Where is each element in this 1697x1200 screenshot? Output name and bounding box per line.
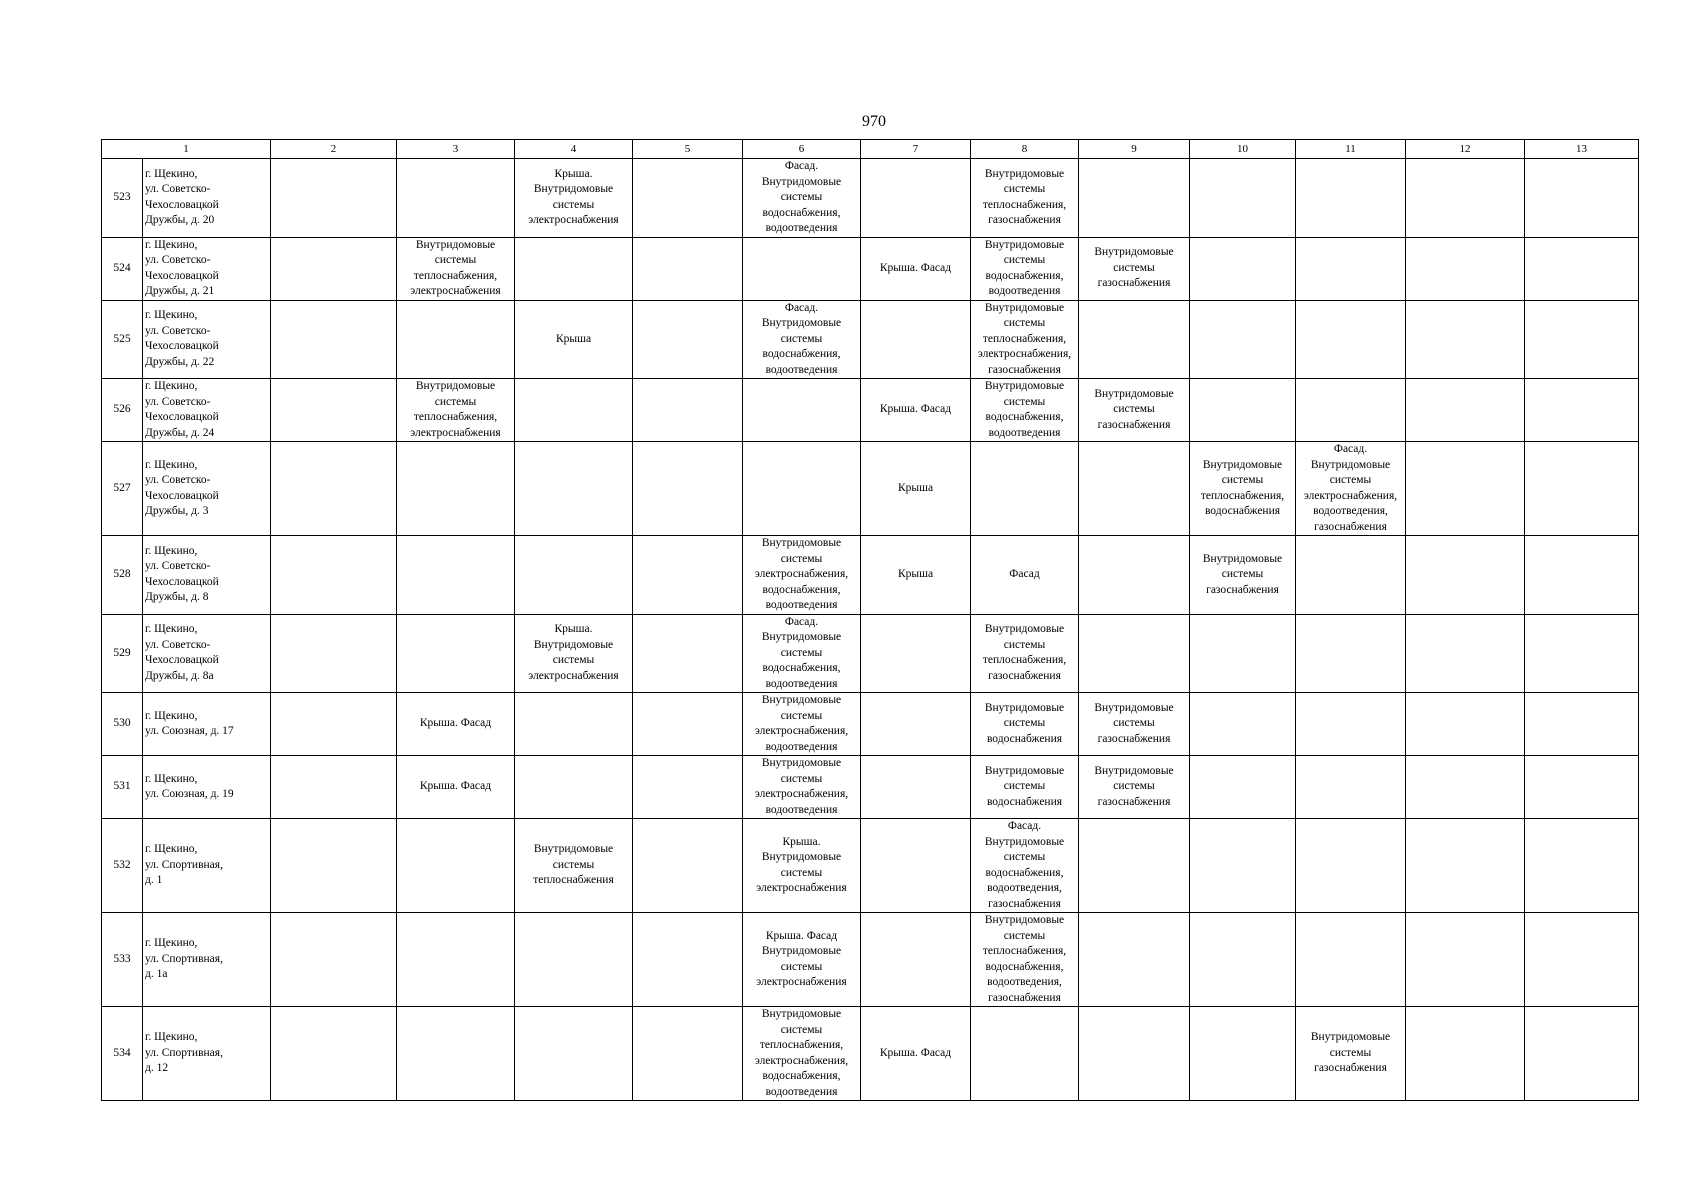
table-row — [102, 1007, 1639, 1101]
address-text: г. Щекино, ул. Союзная, д. 17 — [145, 709, 234, 737]
work-cell-col-11 — [1296, 442, 1406, 536]
address-cell — [143, 693, 271, 756]
work-text: Фасад. Внутридомовые системы водоснабжения, водоотведения — [761, 160, 842, 234]
work-text: Крыша. Фасад Внутридомовые системы электроснабжения — [756, 929, 847, 988]
work-cell-col-3 — [397, 614, 515, 693]
work-cell-col-13 — [1525, 379, 1639, 442]
work-text: Внутридомовые системы водоснабжения — [984, 764, 1065, 808]
table-row — [102, 819, 1639, 913]
work-cell-col-2 — [271, 159, 397, 238]
work-cell-col-3 — [397, 379, 515, 442]
work-cell-col-9 — [1079, 819, 1190, 913]
column-number-cell: 10 — [1190, 140, 1296, 159]
work-cell-col-10 — [1190, 693, 1296, 756]
work-text: Крыша. Внутридомовые системы электроснабжения — [756, 835, 847, 894]
work-text: Внутридомовые системы электроснабжения, водоотведения — [754, 694, 849, 753]
address-cell — [143, 1007, 271, 1101]
table-row — [102, 442, 1639, 536]
work-cell-col-10 — [1190, 237, 1296, 300]
work-cell-col-5 — [633, 159, 743, 238]
address-text: г. Щекино, ул. Советско- Чехословацкой Дружбы, д. 8а — [145, 623, 219, 682]
work-cell-col-13 — [1525, 1007, 1639, 1101]
work-cell-col-3 — [397, 913, 515, 1007]
column-number-cell: 3 — [397, 140, 515, 159]
work-text: Внутридомовые системы газоснабжения — [1094, 387, 1174, 431]
work-text: Внутридомовые системы теплоснабжения, водоснабжения, водоотведения, газоснабжения — [982, 914, 1067, 1004]
work-cell-col-5 — [633, 237, 743, 300]
work-cell-col-7 — [861, 913, 971, 1007]
work-cell-col-2 — [271, 693, 397, 756]
work-text: Крыша. Внутридомовые системы электроснабжения — [528, 623, 619, 682]
row-number-cell: 527 — [102, 442, 143, 536]
work-cell-col-11 — [1296, 536, 1406, 615]
work-cell-col-5 — [633, 913, 743, 1007]
work-cell-col-7 — [861, 159, 971, 238]
address-cell — [143, 614, 271, 693]
work-cell-col-6 — [743, 442, 861, 536]
work-cell-col-10 — [1190, 536, 1296, 615]
work-cell-col-10 — [1190, 300, 1296, 379]
work-text: Крыша. Фасад — [879, 1046, 952, 1059]
table-row — [102, 379, 1639, 442]
work-cell-col-2 — [271, 237, 397, 300]
work-cell-col-13 — [1525, 614, 1639, 693]
work-cell-col-11 — [1296, 379, 1406, 442]
work-cell-col-11 — [1296, 913, 1406, 1007]
work-cell-col-11 — [1296, 159, 1406, 238]
work-cell-col-12 — [1406, 159, 1525, 238]
work-cell-col-13 — [1525, 693, 1639, 756]
row-number-cell: 533 — [102, 913, 143, 1007]
row-number-cell: 530 — [102, 693, 143, 756]
table-row — [102, 300, 1639, 379]
work-cell-col-4 — [515, 237, 633, 300]
work-cell-col-7 — [861, 693, 971, 756]
work-cell-col-8 — [971, 1007, 1079, 1101]
work-cell-col-2 — [271, 913, 397, 1007]
work-cell-col-4 — [515, 693, 633, 756]
work-cell-col-12 — [1406, 1007, 1525, 1101]
work-cell-col-9 — [1079, 913, 1190, 1007]
work-cell-col-3 — [397, 442, 515, 536]
address-text: г. Щекино, ул. Советско- Чехословацкой Дружбы, д. 21 — [145, 238, 219, 297]
work-cell-col-8 — [971, 614, 1079, 693]
work-cell-col-5 — [633, 379, 743, 442]
work-cell-col-9 — [1079, 536, 1190, 615]
work-cell-col-4 — [515, 913, 633, 1007]
work-cell-col-10 — [1190, 1007, 1296, 1101]
work-cell-col-4 — [515, 819, 633, 913]
work-cell-col-11 — [1296, 614, 1406, 693]
work-cell-col-5 — [633, 693, 743, 756]
work-cell-col-13 — [1525, 237, 1639, 300]
row-number-cell: 523 — [102, 159, 143, 238]
work-cell-col-3 — [397, 756, 515, 819]
work-cell-col-7 — [861, 442, 971, 536]
work-cell-col-6 — [743, 1007, 861, 1101]
work-cell-col-12 — [1406, 379, 1525, 442]
work-cell-col-7 — [861, 614, 971, 693]
address-cell — [143, 536, 271, 615]
work-text: Внутридомовые системы теплоснабжения — [533, 843, 614, 887]
column-number-cell: 1 — [102, 140, 271, 159]
work-cell-col-2 — [271, 614, 397, 693]
row-number-cell: 526 — [102, 379, 143, 442]
row-number-cell: 531 — [102, 756, 143, 819]
work-cell-col-12 — [1406, 442, 1525, 536]
work-cell-col-7 — [861, 536, 971, 615]
column-number-row — [102, 140, 1639, 159]
work-cell-col-10 — [1190, 159, 1296, 238]
work-cell-col-4 — [515, 536, 633, 615]
work-cell-col-6 — [743, 819, 861, 913]
work-cell-col-9 — [1079, 1007, 1190, 1101]
work-cell-col-8 — [971, 693, 1079, 756]
column-number-cell: 8 — [971, 140, 1079, 159]
work-text: Внутридомовые системы водоснабжения, водоотведения — [984, 380, 1065, 439]
work-cell-col-13 — [1525, 300, 1639, 379]
work-cell-col-13 — [1525, 756, 1639, 819]
work-text: Фасад. Внутридомовые системы электроснабжения, водоотведения, газоснабжения — [1303, 443, 1398, 533]
work-text: Внутридомовые системы газоснабжения — [1202, 552, 1283, 596]
work-text: Внутридомовые системы теплоснабжения, газоснабжения — [982, 167, 1067, 227]
work-cell-col-4 — [515, 442, 633, 536]
work-cell-col-9 — [1079, 379, 1190, 442]
column-number-cell: 12 — [1406, 140, 1525, 159]
repair-schedule-table — [101, 139, 1639, 1101]
column-number-cell: 4 — [515, 140, 633, 159]
work-cell-col-13 — [1525, 159, 1639, 238]
table-row — [102, 237, 1639, 300]
work-cell-col-12 — [1406, 693, 1525, 756]
work-cell-col-13 — [1525, 536, 1639, 615]
work-cell-col-10 — [1190, 614, 1296, 693]
work-text: Фасад. Внутридомовые системы водоснабжения, водоотведения, газоснабжения — [984, 820, 1065, 910]
work-text: Крыша — [555, 332, 592, 345]
address-text: г. Щекино, ул. Союзная, д. 19 — [145, 772, 234, 800]
work-cell-col-4 — [515, 614, 633, 693]
page-number: 970 — [862, 113, 886, 130]
work-cell-col-9 — [1079, 693, 1190, 756]
work-text: Внутридомовые системы теплоснабжения, электроснабжения, газоснабжения — [977, 301, 1072, 376]
work-cell-col-5 — [633, 300, 743, 379]
work-cell-col-12 — [1406, 300, 1525, 379]
work-cell-col-10 — [1190, 379, 1296, 442]
table-row — [102, 614, 1639, 693]
row-number-cell: 532 — [102, 819, 143, 913]
work-cell-col-2 — [271, 756, 397, 819]
address-cell — [143, 442, 271, 536]
work-text: Внутридомовые системы электроснабжения, водоснабжения, водоотведения — [754, 537, 849, 611]
work-cell-col-10 — [1190, 756, 1296, 819]
work-text: Внутридомовые системы электроснабжения, водоотведения — [754, 757, 849, 816]
address-cell — [143, 159, 271, 238]
address-text: г. Щекино, ул. Спортивная, д. 1 — [145, 843, 223, 887]
work-cell-col-3 — [397, 237, 515, 300]
table-row — [102, 693, 1639, 756]
address-text: г. Щекино, ул. Советско- Чехословацкой Дружбы, д. 22 — [145, 309, 219, 368]
row-number-cell: 525 — [102, 300, 143, 379]
work-cell-col-4 — [515, 1007, 633, 1101]
work-cell-col-12 — [1406, 913, 1525, 1007]
work-text: Внутридомовые системы водоснабжения, водоотведения — [984, 238, 1065, 297]
work-cell-col-9 — [1079, 300, 1190, 379]
address-text: г. Щекино, ул. Советско- Чехословацкой Дружбы, д. 20 — [145, 167, 219, 227]
address-cell — [143, 300, 271, 379]
work-cell-col-8 — [971, 756, 1079, 819]
column-number-cell: 6 — [743, 140, 861, 159]
work-cell-col-12 — [1406, 536, 1525, 615]
work-cell-col-6 — [743, 237, 861, 300]
work-cell-col-6 — [743, 614, 861, 693]
work-cell-col-3 — [397, 159, 515, 238]
work-cell-col-11 — [1296, 300, 1406, 379]
work-cell-col-8 — [971, 159, 1079, 238]
column-number-cell: 9 — [1079, 140, 1190, 159]
work-cell-col-5 — [633, 756, 743, 819]
work-cell-col-7 — [861, 819, 971, 913]
work-text: Внутридомовые системы теплоснабжения, газоснабжения — [982, 623, 1067, 682]
work-cell-col-2 — [271, 442, 397, 536]
work-text: Фасад. Внутридомовые системы водоснабжения, водоотведения — [761, 615, 842, 690]
work-cell-col-4 — [515, 756, 633, 819]
work-cell-col-11 — [1296, 756, 1406, 819]
work-text: Внутридомовые системы теплоснабжения, электроснабжения — [410, 380, 501, 439]
work-text: Крыша. Фасад — [879, 403, 952, 416]
row-number-cell: 528 — [102, 536, 143, 615]
work-cell-col-12 — [1406, 756, 1525, 819]
column-number-cell: 7 — [861, 140, 971, 159]
work-text: Крыша. Фасад — [419, 780, 492, 793]
work-cell-col-11 — [1296, 237, 1406, 300]
table-row — [102, 536, 1639, 615]
work-cell-col-6 — [743, 379, 861, 442]
row-number-cell: 529 — [102, 614, 143, 693]
work-cell-col-5 — [633, 442, 743, 536]
work-cell-col-9 — [1079, 159, 1190, 238]
address-cell — [143, 756, 271, 819]
table-row — [102, 159, 1639, 238]
work-cell-col-6 — [743, 913, 861, 1007]
row-number-cell: 524 — [102, 237, 143, 300]
work-cell-col-6 — [743, 536, 861, 615]
work-cell-col-8 — [971, 237, 1079, 300]
column-number-cell: 13 — [1525, 140, 1639, 159]
work-cell-col-10 — [1190, 442, 1296, 536]
work-text: Крыша — [897, 568, 934, 580]
work-cell-col-4 — [515, 379, 633, 442]
work-cell-col-2 — [271, 379, 397, 442]
address-text: г. Щекино, ул. Советско- Чехословацкой Дружбы, д. 3 — [145, 458, 219, 517]
work-cell-col-8 — [971, 536, 1079, 615]
work-cell-col-11 — [1296, 1007, 1406, 1101]
work-cell-col-8 — [971, 379, 1079, 442]
work-cell-col-7 — [861, 300, 971, 379]
work-cell-col-7 — [861, 756, 971, 819]
table-row — [102, 756, 1639, 819]
row-number-cell: 534 — [102, 1007, 143, 1101]
work-cell-col-2 — [271, 819, 397, 913]
address-cell — [143, 819, 271, 913]
work-cell-col-8 — [971, 819, 1079, 913]
work-cell-col-5 — [633, 819, 743, 913]
work-cell-col-10 — [1190, 819, 1296, 913]
work-cell-col-6 — [743, 756, 861, 819]
work-cell-col-7 — [861, 237, 971, 300]
address-text: г. Щекино, ул. Спортивная, д. 12 — [145, 1031, 223, 1075]
work-cell-col-5 — [633, 1007, 743, 1101]
column-number-cell: 5 — [633, 140, 743, 159]
work-text: Внутридомовые системы теплоснабжения, электроснабжения — [410, 238, 501, 297]
work-cell-col-4 — [515, 300, 633, 379]
work-text: Внутридомовые системы водоснабжения — [984, 701, 1065, 745]
address-text: г. Щекино, ул. Советско- Чехословацкой Дружбы, д. 24 — [145, 380, 219, 439]
work-cell-col-3 — [397, 693, 515, 756]
work-cell-col-6 — [743, 300, 861, 379]
work-cell-col-6 — [743, 693, 861, 756]
work-cell-col-5 — [633, 536, 743, 615]
work-cell-col-12 — [1406, 819, 1525, 913]
work-text: Внутридомовые системы теплоснабжения, электроснабжения, водоснабжения, водоотведения — [754, 1008, 849, 1098]
work-text: Внутридомовые системы газоснабжения — [1094, 701, 1174, 745]
work-text: Крыша. Внутридомовые системы электроснабжения — [528, 167, 619, 227]
work-cell-col-13 — [1525, 442, 1639, 536]
work-cell-col-13 — [1525, 819, 1639, 913]
work-text: Внутридомовые системы теплоснабжения, водоснабжения — [1200, 458, 1285, 517]
address-text: г. Щекино, ул. Спортивная, д. 1а — [145, 937, 223, 981]
address-text: г. Щекино, ул. Советско- Чехословацкой Дружбы, д. 8 — [145, 544, 219, 604]
work-cell-col-8 — [971, 913, 1079, 1007]
work-text: Крыша. Фасад — [419, 717, 492, 730]
table-row — [102, 913, 1639, 1007]
work-text: Фасад. Внутридомовые системы водоснабжения, водоотведения — [761, 301, 842, 376]
column-number-cell: 11 — [1296, 140, 1406, 159]
work-cell-col-12 — [1406, 237, 1525, 300]
address-cell — [143, 237, 271, 300]
work-cell-col-3 — [397, 300, 515, 379]
work-cell-col-7 — [861, 379, 971, 442]
address-cell — [143, 913, 271, 1007]
work-cell-col-5 — [633, 614, 743, 693]
work-cell-col-10 — [1190, 913, 1296, 1007]
work-cell-col-9 — [1079, 442, 1190, 536]
work-cell-col-3 — [397, 1007, 515, 1101]
work-cell-col-3 — [397, 819, 515, 913]
work-text: Фасад — [1009, 568, 1040, 580]
work-cell-col-9 — [1079, 756, 1190, 819]
column-number-cell: 2 — [271, 140, 397, 159]
work-cell-col-3 — [397, 536, 515, 615]
work-cell-col-7 — [861, 1007, 971, 1101]
work-cell-col-9 — [1079, 237, 1190, 300]
work-cell-col-2 — [271, 1007, 397, 1101]
work-cell-col-9 — [1079, 614, 1190, 693]
work-cell-col-11 — [1296, 819, 1406, 913]
work-cell-col-4 — [515, 159, 633, 238]
work-text: Внутридомовые системы газоснабжения — [1310, 1031, 1391, 1075]
work-cell-col-11 — [1296, 693, 1406, 756]
work-cell-col-13 — [1525, 913, 1639, 1007]
work-cell-col-6 — [743, 159, 861, 238]
address-cell — [143, 379, 271, 442]
work-text: Крыша. Фасад — [879, 261, 952, 274]
work-cell-col-2 — [271, 300, 397, 379]
work-cell-col-12 — [1406, 614, 1525, 693]
work-cell-col-8 — [971, 442, 1079, 536]
work-text: Внутридомовые системы газоснабжения — [1094, 246, 1174, 290]
work-text: Крыша — [897, 481, 934, 494]
work-text: Внутридомовые системы газоснабжения — [1094, 764, 1174, 808]
work-cell-col-8 — [971, 300, 1079, 379]
work-cell-col-2 — [271, 536, 397, 615]
